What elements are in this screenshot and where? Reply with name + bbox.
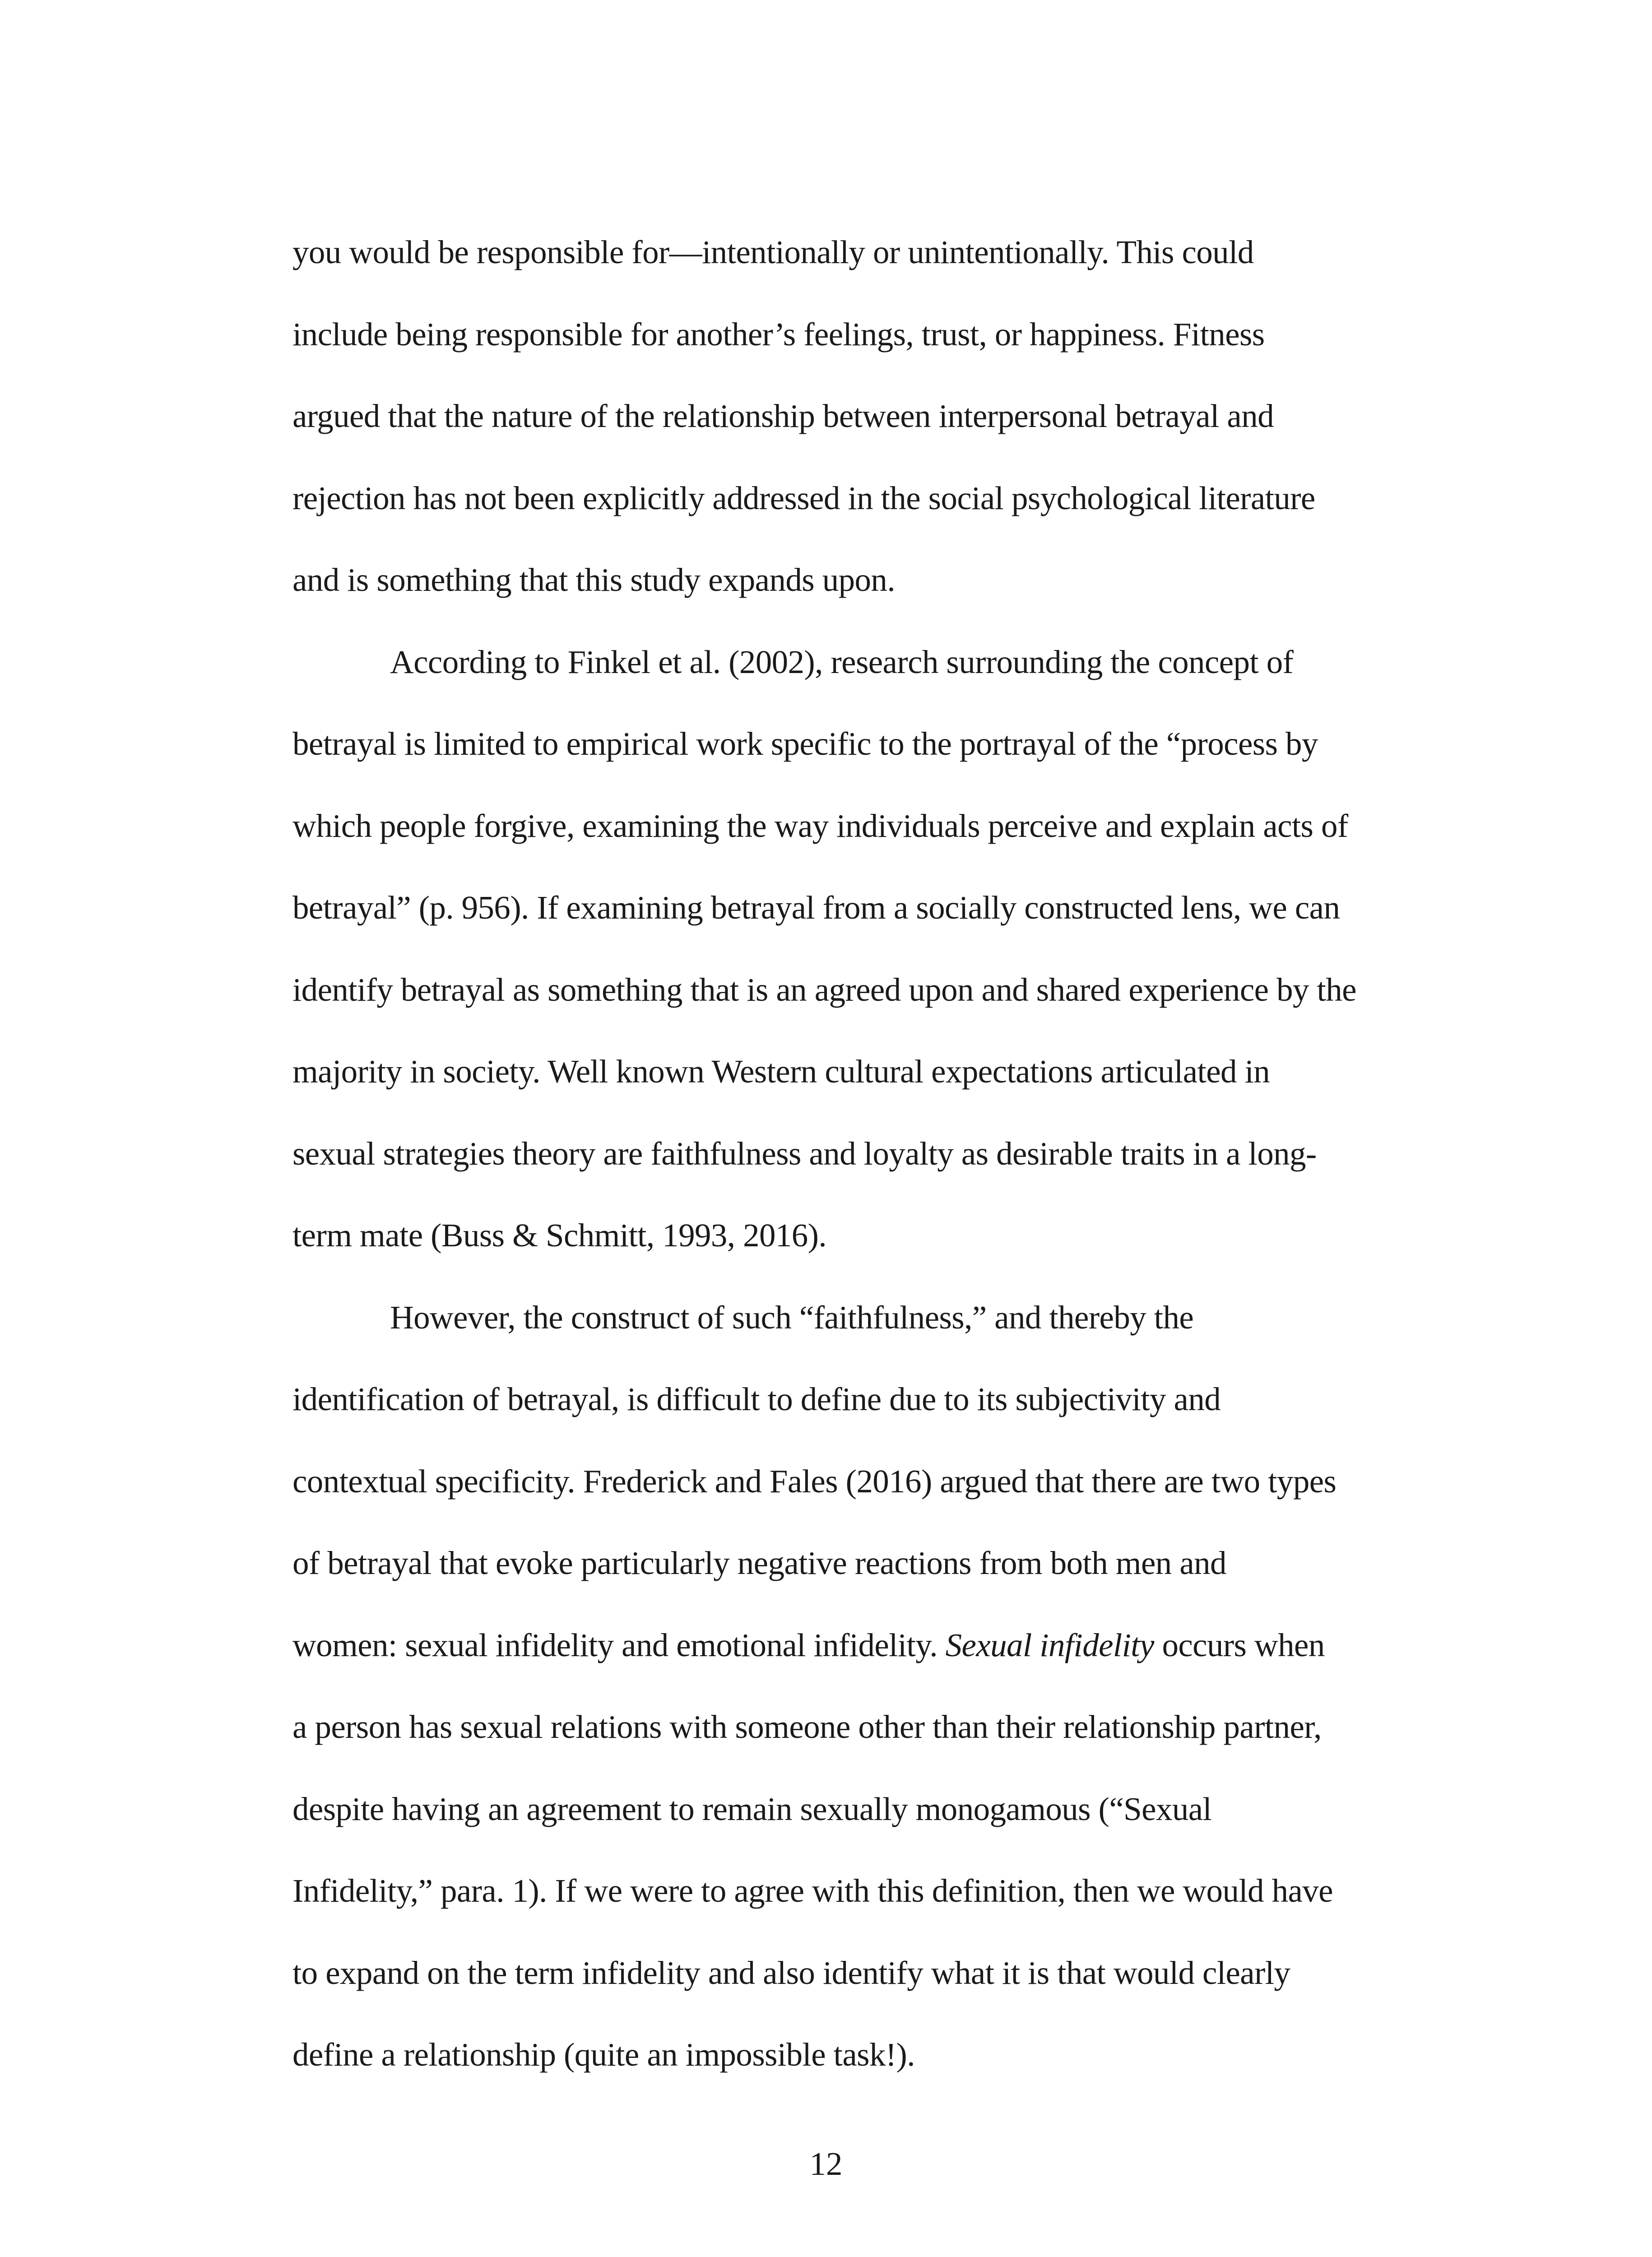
text-line: you would be responsible for—intentionally or unintentionally. This could [292, 234, 1254, 270]
text-line: identify betrayal as something that is an agreed upon and shared experience by the [292, 971, 1356, 1008]
italic-term: Sexual infidelity [945, 1626, 1154, 1663]
text-line: rejection has not been explicitly addressed in the social psychological literature [292, 479, 1315, 516]
text-line: which people forgive, examining the way individuals perceive and explain acts of [292, 807, 1348, 844]
text-line: However, the construct of such “faithfulness,” and thereby the [390, 1299, 1194, 1336]
text-line: contextual specificity. Frederick and Fales (2016) argued that there are two types [292, 1463, 1336, 1500]
text-line: Infidelity,” para. 1). If we were to agree with this definition, then we would have [292, 1872, 1333, 1909]
body-text [292, 211, 1385, 2096]
text-line: define a relationship (quite an impossible task!). [292, 2036, 915, 2073]
text-line [292, 1604, 1385, 1686]
text-line: despite having an agreement to remain sexually monogamous (“Sexual [292, 1790, 1212, 1827]
text-line: betrayal is limited to empirical work specific to the portrayal of the “process by [292, 725, 1318, 762]
text-line: betrayal” (p. 956). If examining betrayal from a socially constructed lens, we can [292, 889, 1340, 926]
text-line: term mate (Buss & Schmitt, 1993, 2016). [292, 1217, 827, 1254]
text-line: of betrayal that evoke particularly negative reactions from both men and [292, 1545, 1226, 1581]
page-number: 12 [809, 2146, 843, 2182]
text-segment: occurs when [1154, 1626, 1325, 1663]
text-line: a person has sexual relations with someone other than their relationship partner, [292, 1709, 1322, 1745]
text-line: According to Finkel et al. (2002), research surrounding the concept of [390, 643, 1294, 680]
text-line: majority in society. Well known Western cultural expectations articulated in [292, 1053, 1270, 1090]
text-line: and is something that this study expands upon. [292, 562, 895, 598]
text-line: identification of betrayal, is difficult to define due to its subjectivity and [292, 1381, 1221, 1417]
text-segment: women: sexual infidelity and emotional infidelity. [292, 1626, 946, 1663]
text-line: argued that the nature of the relationship between interpersonal betrayal and [292, 398, 1274, 434]
text-line: to expand on the term infidelity and also identify what it is that would clearly [292, 1954, 1290, 1991]
text-line: sexual strategies theory are faithfulness and loyalty as desirable traits in a long- [292, 1135, 1317, 1172]
text-line: include being responsible for another’s feelings, trust, or happiness. Fitness [292, 316, 1265, 353]
